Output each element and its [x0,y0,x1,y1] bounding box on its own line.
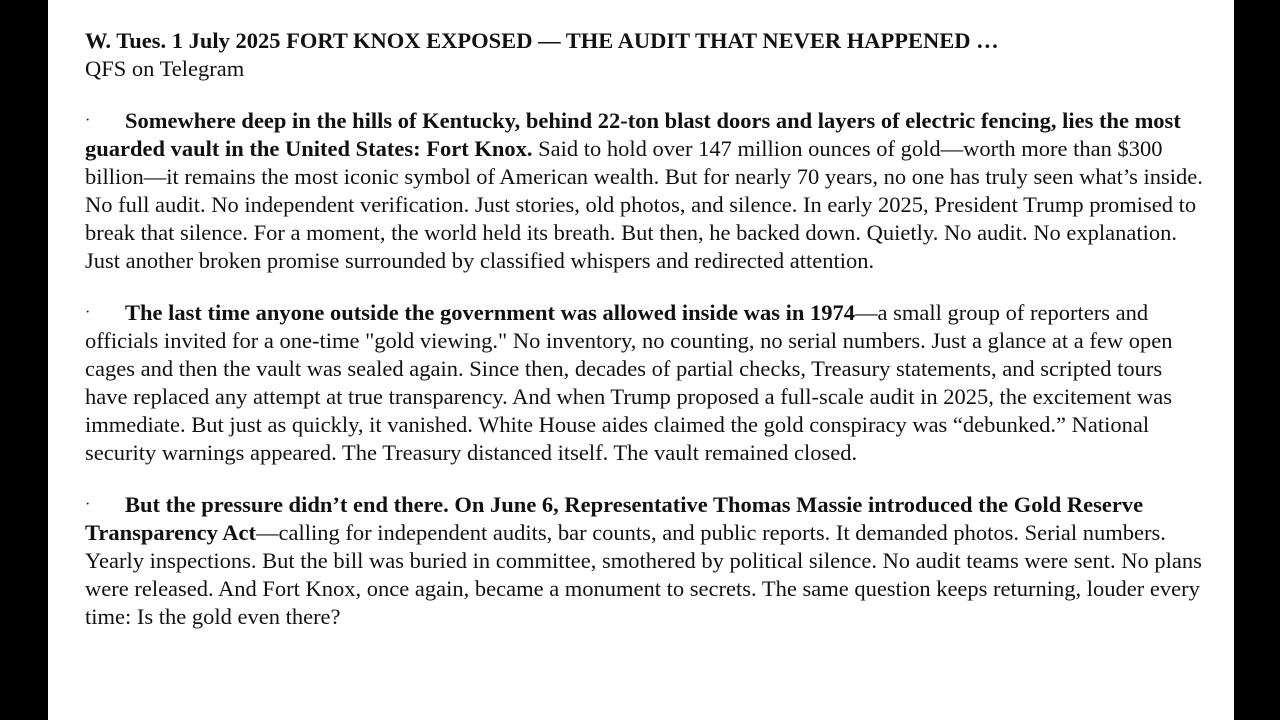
paragraph-3-lead: But the pressure didn’t end there. On June 6, Representative Thomas Massie introduced the Gold Reserve Transparency Act [85,492,1144,545]
paragraph-2 [85,299,1205,467]
bullet-icon: · [85,496,91,513]
bullet-icon: · [85,304,91,321]
paragraph-1-body: Said to hold over 147 million ounces of gold—worth more than $300 billion—it remains the most iconic symbol of American wealth. But for nearly 70 years, no one has truly seen what’s inside. No full audit. No independent verification. Just stories, old photos, and silence. In early 2025, President Trump promised to break that silence. For a moment, the world held its breath. But then, he backed down. Quietly. No audit. No explanation. Just another broken promise surrounded by classified whispers and redirected attention. [85,136,1203,273]
paragraph-1 [85,107,1205,275]
paragraph-2-lead: The last time anyone outside the government was allowed inside was in 1974 [125,300,856,325]
paragraph-2-body: —a small group of reporters and officials invited for a one-time "gold viewing." No inventory, no counting, no serial numbers. Just a glance at a few open cages and then the vault was sealed again. Since then, decades of partial checks, Treasury statements, and scripted tours have replaced any attempt at true transparency. And when Trump proposed a full-scale audit in 2025, the excitement was immediate. But just as quickly, it vanished. White House aides claimed the gold conspiracy was “debunked.” National security warnings appeared. The Treasury distanced itself. The vault remained closed. [85,300,1173,465]
document-title: W. Tues. 1 July 2025 FORT KNOX EXPOSED — THE AUDIT THAT NEVER HAPPENED … [85,28,999,53]
bullet-icon: · [85,112,91,129]
document-source: QFS on Telegram [85,56,245,81]
document-content [85,27,1205,655]
document-page [48,0,1234,720]
paragraph-3 [85,491,1205,631]
paragraph-1-lead: Somewhere deep in the hills of Kentucky, behind 22-ton blast doors and layers of electric fencing, lies the most guarded vault in the United States: Fort Knox. [85,108,1181,161]
paragraph-3-body: —calling for independent audits, bar counts, and public reports. It demanded photos. Serial numbers. Yearly inspections. But the bill was buried in committee, smothered by political silence. No audit teams were sent. No plans were released. And Fort Knox, once again, became a monument to secrets. The same question keeps returning, louder every time: Is the gold even there? [85,520,1202,629]
